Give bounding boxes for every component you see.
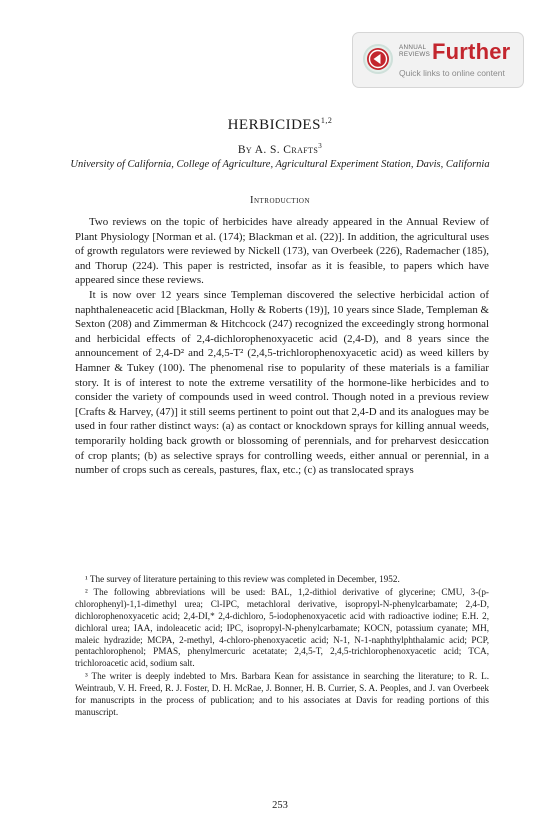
paragraph: Two reviews on the topic of herbicides have already appeared in the Annual Review of Plant Physiology [Norman et al. (174); Blackman et al. (22)]. In addition, the agricultural uses of growth regulators were reviewed by Nickell (173), van Overbeek (226), Rademacher (185), and Thorup (224). This paper is restricted, insofar as it is feasible, to papers which have appeared since these reviews.	[75, 216, 489, 287]
annual-reviews-logo: ANNUAL REVIEWS	[399, 44, 431, 58]
section-heading: Introduction	[249, 195, 311, 206]
annual-reviews-further-badge[interactable]	[352, 32, 524, 88]
body-text	[75, 215, 489, 478]
page-number: 253	[272, 800, 288, 811]
badge-title: Further	[432, 39, 511, 64]
footnotes	[75, 574, 489, 720]
author-line: By A. S. Crafts$^3$	[237, 142, 323, 156]
footnote: ³ The writer is deeply indebted to Mrs. Barbara Kean for assistance in searching the literature; to R. L. Weintraub, V. H. Freed, R. J. Foster, D. H. McRae, J. Bonner, H. B. Currier, S. A. Peoples, and J. van Overbeek for manuscripts in the process of publication; and to his associates at Davis for reading portions of this manuscript.	[75, 671, 489, 717]
paragraph: It is now over 12 years since Templeman discovered the selective herbicidal action of naphthaleneacetic acid [Blackman, Holly & Roberts (19)], 10 years since Slade, Templeman & Sexton (208) and Zimmerman & Hitchcock (247) recognized the exceedingly strong hormonal and herbicidal effects of 2,4-dichlorophenoxyacetic acid (2,4-D), and 8 years since the announcement of 2,4-D² and 2,4,5-T² (2,4,5-trichlorophenoxyacetic acid) as weed killers by Hamner & Tukey (100). The phenomenal rise to popularity of these materials is a familiar story. It is of interest to note the extreme versatility of the hormone-like herbicides and to consider the variety of compounds used in weed control. Though noted in a previous review [Crafts & Harvey, (47)] it still seems pertinent to point out that 2,4-D and its analogues may be used in four rather distinct ways: (a) as contact or knockdown sprays for killing annual weeds, temporarily holding back growth or blossoming of perennials, and for preharvest desiccation of crop plants; (b) as selective sprays for controlling weeds, either annual or perennial, in a number of crops such as cereals, pastures, flax, etc.; (c) as translocated sprays	[75, 288, 489, 477]
article-title: HERBICIDES$^{1,2}$	[227, 116, 333, 133]
badge-subtitle: Quick links to online content	[399, 68, 505, 78]
footnote: ¹ The survey of literature pertaining to this review was completed in December, 1952.	[85, 574, 400, 584]
play-back-icon	[363, 44, 393, 74]
affiliation: University of California, College of Agriculture, Agricultural Experiment Station, Davis, California	[70, 159, 490, 170]
footnote: ² The following abbreviations will be used: BAL, 1,2-dithiol derivative of glycerine; CMU, 3-(p-chlorophenyl)-1,1-dimethyl urea; Cl-IPC, metachloral derivative, isopropyl-N-phenylcarbamate; 2,4-D, dichlorophenoxyacetic acid; 2,4-DI,* 2,4-dichloro, 5-iodophenoxyacetic acid with radioactive iodine; E.H. 2, dichloral urea; IAA, indoleacetic acid; IPC, isopropyl-N-phenylcarbamate; KOCN, potassium cyanate; MH, maleic hydrazide; MCPA, 2-methyl, 4-chloro-phenoxyacetic acid; N-1, N-1-naphthylphthalamic acid; PCP, pentachlorophenol; PMAS, phenylmercuric acetatate; 2,4,5-T, 2,4,5-trichlorophenoxyacetic acid; TCA, trichloroacetic acid, sodium salt.	[75, 586, 489, 669]
